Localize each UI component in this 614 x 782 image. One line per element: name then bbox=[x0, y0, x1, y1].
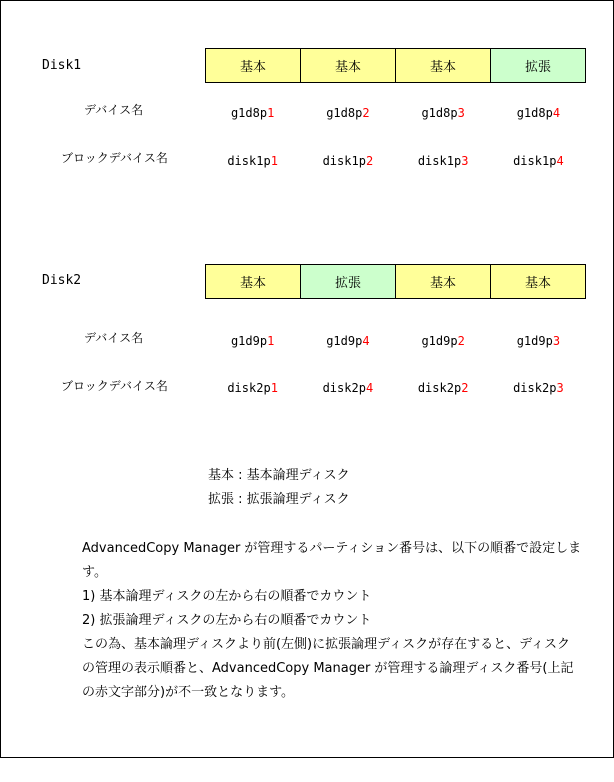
legend-extended: 拡張 : 拡張論理ディスク bbox=[208, 492, 350, 507]
disk1-device-name-label: デバイス名 bbox=[84, 103, 144, 117]
block-device-name: disk1p2 bbox=[322, 154, 374, 168]
notes bbox=[82, 537, 582, 705]
device-name: g1d8p3 bbox=[421, 106, 465, 120]
device-name: g1d9p3 bbox=[516, 334, 561, 348]
disk2-block-device-label: ブロックデバイス名 bbox=[61, 379, 168, 393]
disk1-device-names bbox=[205, 106, 586, 120]
disk1-partition-2: 基本 bbox=[301, 49, 396, 82]
disk2-partition-bar bbox=[205, 264, 586, 299]
disk1-block-devices bbox=[205, 154, 586, 168]
device-name: g1d8p4 bbox=[516, 106, 561, 120]
disk1-partition-1: 基本 bbox=[206, 49, 301, 82]
disk1-partition-4: 拡張 bbox=[491, 49, 585, 82]
device-name: g1d9p4 bbox=[326, 334, 370, 348]
device-name: g1d8p1 bbox=[230, 106, 275, 120]
disk2-device-name-label: デバイス名 bbox=[84, 331, 144, 345]
legend-basic: 基本 : 基本論理ディスク bbox=[208, 468, 350, 483]
note-line: 1) 基本論理ディスクの左から右の順番でカウント bbox=[82, 589, 372, 604]
disk2-partition-3: 基本 bbox=[396, 265, 491, 298]
disk1-partition-3: 基本 bbox=[396, 49, 491, 82]
note-line: この為、基本論理ディスクより前(左側)に拡張論理ディスクが存在すると、ディスクの管理の表示順番と、AdvancedCopy Manager が管理する論理ディスク番号(上記の赤文字部分)が不一致となります。 bbox=[82, 637, 574, 700]
block-device-name: disk2p3 bbox=[513, 381, 564, 395]
note-line: AdvancedCopy Manager が管理するパーティション番号は、以下の順番で設定します。 bbox=[82, 541, 582, 580]
disk2-block-devices bbox=[205, 381, 586, 395]
disk2-device-names bbox=[205, 334, 586, 348]
block-device-name: disk1p1 bbox=[227, 154, 278, 168]
device-name: g1d9p2 bbox=[421, 334, 465, 348]
disk2-label: Disk2 bbox=[42, 273, 82, 288]
disk2-partition-2: 拡張 bbox=[301, 265, 396, 298]
block-device-name: disk2p4 bbox=[322, 381, 374, 395]
block-device-name: disk1p4 bbox=[513, 154, 564, 168]
legend bbox=[208, 464, 350, 512]
disk1-partition-bar bbox=[205, 48, 586, 83]
block-device-name: disk2p1 bbox=[227, 381, 278, 395]
disk1-label: Disk1 bbox=[42, 58, 82, 73]
device-name: g1d9p1 bbox=[230, 334, 275, 348]
disk2-partition-4: 基本 bbox=[491, 265, 585, 298]
device-name: g1d8p2 bbox=[326, 106, 370, 120]
block-device-name: disk1p3 bbox=[417, 154, 469, 168]
block-device-name: disk2p2 bbox=[417, 381, 469, 395]
note-line: 2) 拡張論理ディスクの左から右の順番でカウント bbox=[82, 613, 372, 628]
disk1-block-device-label: ブロックデバイス名 bbox=[61, 151, 168, 165]
disk2-partition-1: 基本 bbox=[206, 265, 301, 298]
